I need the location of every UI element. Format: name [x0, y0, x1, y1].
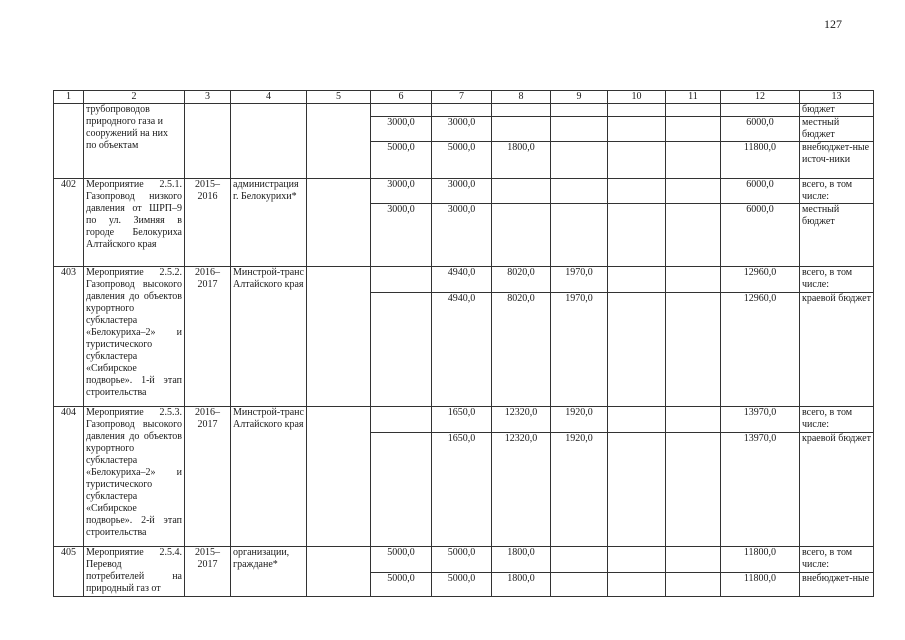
measure-name-cell: Мероприятие 2.5.4. Перевод потребителей на природный газ от [84, 547, 185, 597]
value-cell: 12320,0 [492, 407, 551, 433]
measure-name-cell: Мероприятие 2.5.2. Газопровод высокого давления до объектов курортного субкластера «Белокуриха–2» и туристического субкластера «Сибирское подворье». 1-й этап строительства [84, 267, 185, 407]
value-cell: 5000,0 [371, 142, 432, 179]
value-cell [371, 407, 432, 433]
value-cell [432, 104, 492, 117]
measure-name-line: сооружений на них [86, 128, 168, 139]
col-header: 2 [84, 91, 185, 104]
total-cell: 11800,0 [721, 142, 800, 179]
value-cell [608, 547, 666, 573]
years-cell: 2015–2017 [185, 547, 231, 597]
value-cell [666, 547, 721, 573]
source-cell: всего, в том числе: [800, 179, 874, 204]
col-header: 7 [432, 91, 492, 104]
total-cell: 13970,0 [721, 433, 800, 547]
value-cell [371, 104, 432, 117]
value-cell [666, 407, 721, 433]
value-cell: 1800,0 [492, 142, 551, 179]
value-cell: 1650,0 [432, 433, 492, 547]
years-cell: 2015–2016 [185, 179, 231, 267]
value-cell [666, 267, 721, 293]
total-cell: 11800,0 [721, 573, 800, 597]
total-cell: 6000,0 [721, 179, 800, 204]
page-number: 127 [824, 17, 842, 31]
value-cell [608, 293, 666, 407]
years-cell [185, 104, 231, 179]
total-cell [721, 104, 800, 117]
col5-cell [307, 179, 371, 267]
value-cell [666, 433, 721, 547]
table-row [54, 267, 874, 293]
value-cell: 1970,0 [551, 293, 608, 407]
value-cell [371, 267, 432, 293]
total-cell: 6000,0 [721, 204, 800, 267]
value-cell: 1800,0 [492, 573, 551, 597]
source-cell: внебюджет-ные [800, 573, 874, 597]
value-cell: 3000,0 [371, 179, 432, 204]
value-cell [666, 293, 721, 407]
value-cell: 5000,0 [432, 573, 492, 597]
col-header: 4 [231, 91, 307, 104]
executor-cell: администрация г. Белокурихи* [231, 179, 307, 267]
value-cell [608, 407, 666, 433]
value-cell: 8020,0 [492, 267, 551, 293]
value-cell: 3000,0 [371, 204, 432, 267]
value-cell [666, 104, 721, 117]
value-cell [551, 142, 608, 179]
source-cell: всего, в том числе: [800, 267, 874, 293]
col-header: 11 [666, 91, 721, 104]
value-cell [371, 293, 432, 407]
value-cell [666, 142, 721, 179]
row-number-cell: 404 [54, 407, 84, 547]
table-row [54, 407, 874, 433]
source-cell: всего, в том числе: [800, 407, 874, 433]
value-cell: 8020,0 [492, 293, 551, 407]
measure-name-line: природного газа и [86, 116, 163, 127]
source-cell: местный бюджет [800, 204, 874, 267]
value-cell: 5000,0 [371, 547, 432, 573]
measure-name-cell: Мероприятие 2.5.3. Газопровод высокого давления до объектов курортного субкластера «Белокуриха–2» и туристического субкластера «Сибирское подворье». 2-й этап строительства [84, 407, 185, 547]
value-cell [371, 433, 432, 547]
value-cell [608, 117, 666, 142]
col-header: 9 [551, 91, 608, 104]
executor-cell [231, 104, 307, 179]
col5-cell [307, 104, 371, 179]
total-cell: 6000,0 [721, 117, 800, 142]
total-cell: 12960,0 [721, 267, 800, 293]
value-cell: 1920,0 [551, 433, 608, 547]
col-header: 12 [721, 91, 800, 104]
total-cell: 13970,0 [721, 407, 800, 433]
table-row [54, 179, 874, 204]
value-cell: 4940,0 [432, 267, 492, 293]
executor-cell: Минстрой-транс Алтайского края [231, 267, 307, 407]
value-cell [608, 204, 666, 267]
value-cell [666, 117, 721, 142]
value-cell [492, 179, 551, 204]
col-header: 3 [185, 91, 231, 104]
source-cell: краевой бюджет [800, 433, 874, 547]
row-number-cell [54, 104, 84, 179]
value-cell: 5000,0 [371, 573, 432, 597]
table-row [54, 104, 874, 117]
col-header: 1 [54, 91, 84, 104]
executor-cell: Минстрой-транс Алтайского края [231, 407, 307, 547]
measure-name-line: по объектам [86, 140, 139, 151]
value-cell [608, 573, 666, 597]
value-cell [608, 104, 666, 117]
col-header: 5 [307, 91, 371, 104]
years-cell: 2016–2017 [185, 267, 231, 407]
executor-cell: организации, граждане* [231, 547, 307, 597]
value-cell [551, 547, 608, 573]
value-cell [492, 204, 551, 267]
value-cell [608, 179, 666, 204]
col-header: 6 [371, 91, 432, 104]
value-cell [666, 179, 721, 204]
row-number-cell: 405 [54, 547, 84, 597]
value-cell [666, 204, 721, 267]
years-cell: 2016–2017 [185, 407, 231, 547]
value-cell [551, 573, 608, 597]
value-cell [492, 104, 551, 117]
value-cell [551, 204, 608, 267]
source-cell: всего, в том числе: [800, 547, 874, 573]
value-cell [666, 573, 721, 597]
row-number-cell: 402 [54, 179, 84, 267]
total-cell: 11800,0 [721, 547, 800, 573]
value-cell: 12320,0 [492, 433, 551, 547]
value-cell: 4940,0 [432, 293, 492, 407]
measure-name-cell: Мероприятие 2.5.1. Газопровод низкого давления от ШРП–9 по ул. Зимняя в городе Белокуриха Алтайского края [84, 179, 185, 267]
value-cell: 1650,0 [432, 407, 492, 433]
value-cell: 1800,0 [492, 547, 551, 573]
col5-cell [307, 267, 371, 407]
row-number-cell: 403 [54, 267, 84, 407]
value-cell [608, 433, 666, 547]
value-cell: 5000,0 [432, 142, 492, 179]
value-cell: 3000,0 [432, 117, 492, 142]
source-cell: местный бюджет [800, 117, 874, 142]
value-cell [551, 179, 608, 204]
budget-table [53, 90, 874, 597]
table-row [54, 547, 874, 573]
value-cell: 1970,0 [551, 267, 608, 293]
col5-cell [307, 407, 371, 547]
value-cell: 3000,0 [371, 117, 432, 142]
value-cell: 5000,0 [432, 547, 492, 573]
col5-cell [307, 547, 371, 597]
value-cell [492, 117, 551, 142]
col-header: 10 [608, 91, 666, 104]
source-cell: внебюджет-ные источ-ники [800, 142, 874, 179]
value-cell: 3000,0 [432, 179, 492, 204]
measure-name-line: трубопроводов [86, 104, 150, 115]
table-header-row [54, 91, 874, 104]
value-cell [608, 267, 666, 293]
value-cell [551, 117, 608, 142]
col-header: 13 [800, 91, 874, 104]
value-cell [608, 142, 666, 179]
source-cell: краевой бюджет [800, 293, 874, 407]
value-cell: 3000,0 [432, 204, 492, 267]
value-cell: 1920,0 [551, 407, 608, 433]
col-header: 8 [492, 91, 551, 104]
source-cell: бюджет [800, 104, 874, 117]
value-cell [551, 104, 608, 117]
measure-name-cell [84, 104, 185, 179]
total-cell: 12960,0 [721, 293, 800, 407]
